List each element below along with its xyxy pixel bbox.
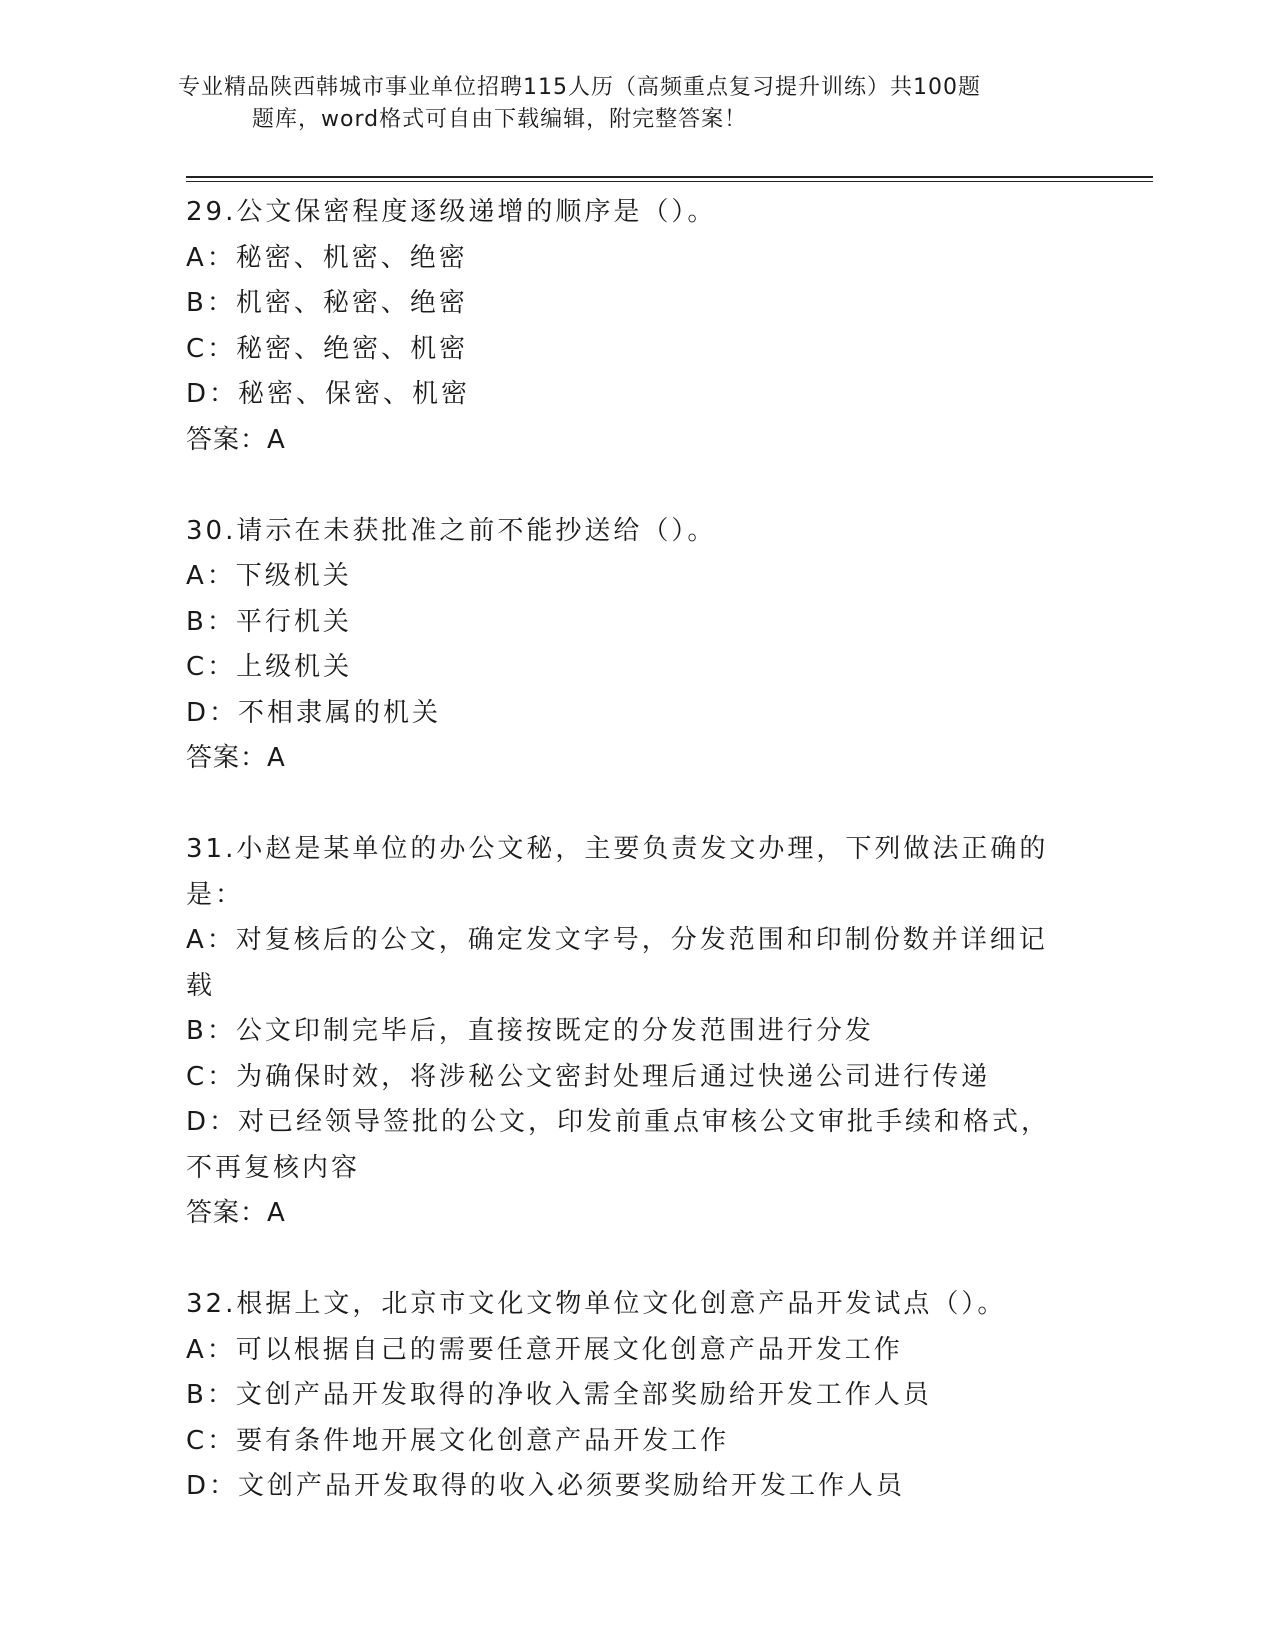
- option-a: A：秘密、机密、绝密: [186, 242, 468, 273]
- option-a: A：对复核后的公文，确定发文字号，分发范围和印制份数并详细记载: [186, 925, 1048, 1001]
- answer: 答案：A: [186, 424, 286, 455]
- question-list: [186, 190, 1076, 1555]
- question-29: [186, 190, 1076, 463]
- page-header: [178, 72, 1058, 136]
- question-32: [186, 1282, 1076, 1510]
- option-d: D：秘密、保密、机密: [186, 379, 471, 409]
- header-line-2: 题库，word格式可自由下载编辑，附完整答案！: [252, 107, 748, 132]
- question-stem: 30.请示在未获批准之前不能抄送给（）。: [186, 515, 717, 546]
- option-b: B：文创产品开发取得的净收入需全部奖励给开发工作人员: [186, 1380, 932, 1410]
- question-stem: 29.公文保密程度逐级递增的顺序是（）。: [186, 197, 717, 227]
- question-30: [186, 509, 1076, 782]
- option-c: C：上级机关: [186, 652, 353, 682]
- header-divider-thick: [186, 176, 1153, 178]
- question-stem: 31.小赵是某单位的办公文秘，主要负责发文办理，下列做法正确的是：: [186, 834, 1049, 910]
- option-d: D：对已经领导签批的公文，印发前重点审核公文审批手续和格式，不再复核内容: [186, 1107, 1051, 1183]
- header-divider-thin: [186, 181, 1153, 182]
- option-a: A：下级机关: [186, 561, 352, 591]
- option-b: B：公文印制完毕后，直接按既定的分发范围进行分发: [186, 1016, 874, 1046]
- option-c: C：要有条件地开展文化创意产品开发工作: [186, 1425, 730, 1456]
- option-b: B：平行机关: [186, 606, 352, 637]
- answer: 答案：A: [186, 743, 286, 773]
- option-a: A：可以根据自己的需要任意开展文化创意产品开发工作: [186, 1334, 903, 1365]
- option-c: C：秘密、绝密、机密: [186, 333, 469, 364]
- question-31: [186, 827, 1076, 1237]
- option-d: D：不相隶属的机关: [186, 697, 442, 728]
- option-c: C：为确保时效，将涉秘公文密封处理后通过快递公司进行传递: [186, 1061, 991, 1092]
- header-line-1: 专业精品陕西韩城市事业单位招聘115人历（高频重点复习提升训练）共100题: [178, 75, 981, 100]
- answer: 答案：A: [186, 1198, 286, 1228]
- question-stem: 32.根据上文，北京市文化文物单位文化创意产品开发试点（）。: [186, 1289, 1007, 1319]
- option-d: D：文创产品开发取得的收入必须要奖励给开发工作人员: [186, 1471, 906, 1501]
- option-b: B：机密、秘密、绝密: [186, 288, 468, 318]
